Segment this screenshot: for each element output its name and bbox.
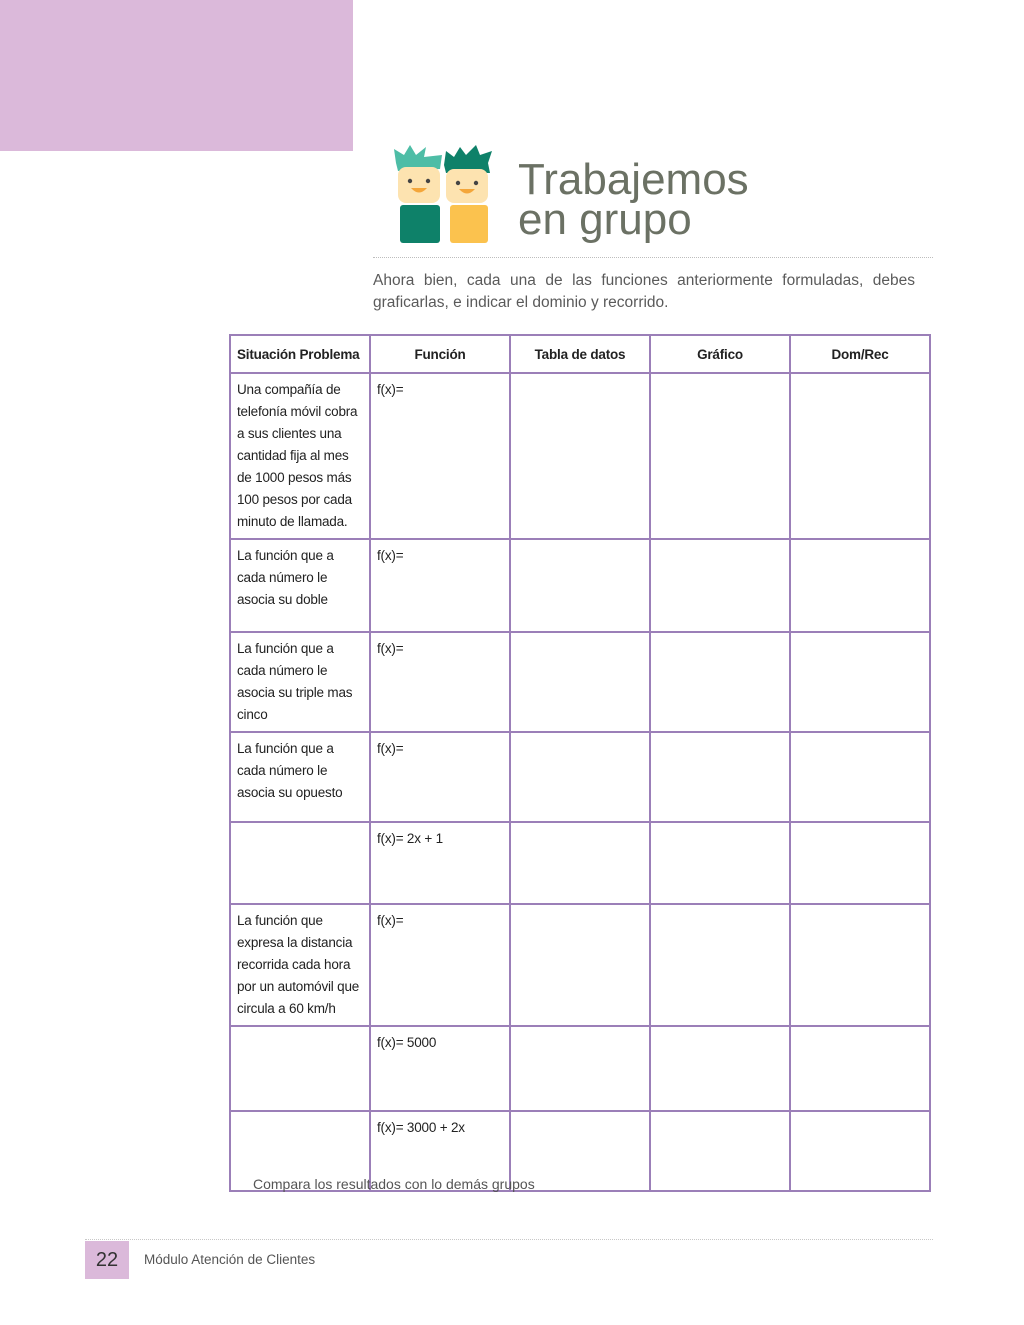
domrec-cell [790,1026,930,1111]
intro-paragraph: Ahora bien, cada una de las funciones anteriormente formuladas, debes graficarlas, e indicar el dominio y recorrido. [373,272,915,311]
funcion-cell: f(x)= 5000 [370,1026,510,1111]
tabla-cell [510,1026,650,1111]
table-row [230,373,930,539]
funcion-cell: f(x)= [370,539,510,632]
table-row [230,539,930,632]
title-line-2: en grupo [518,195,692,244]
table-row [230,1026,930,1111]
domrec-cell [790,632,930,732]
title-line-1: Trabajemos [518,155,749,204]
table-row [230,632,930,732]
grafico-cell [650,732,790,822]
domrec-cell [790,732,930,822]
header-funcion: Función [370,335,510,373]
divider [373,257,933,258]
closing-note: Compara los resultados con lo demás grupos [253,1176,535,1192]
domrec-cell [790,822,930,904]
tabla-cell [510,539,650,632]
funcion-cell: f(x)= 2x + 1 [370,822,510,904]
module-name: Módulo Atención de Clientes [144,1252,316,1267]
situacion-cell: Una compañía de telefonía móvil cobra a sus clientes una cantidad fija al mes de 1000 pesos más 100 pesos por cada minuto de llamada. [230,373,370,539]
domrec-cell [790,373,930,539]
section-title [518,155,749,244]
situacion-cell: La función que a cada número le asocia su opuesto [230,732,370,822]
corner-decoration [0,0,353,151]
table-header-row [230,335,930,373]
grafico-cell [650,1026,790,1111]
tabla-cell [510,373,650,539]
situacion-cell: La función que expresa la distancia recorrida cada hora por un automóvil que circula a 60 km/h [230,904,370,1026]
funcion-cell: f(x)= 3000 + 2x [370,1111,510,1191]
header-grafico: Gráfico [650,335,790,373]
funcion-cell: f(x)= [370,373,510,539]
situacion-cell: La función que a cada número le asocia su doble [230,539,370,632]
grafico-cell [650,822,790,904]
two-kids-icon [388,143,498,247]
table-row [230,822,930,904]
grafico-cell [650,373,790,539]
grafico-cell [650,1111,790,1191]
situacion-cell [230,1026,370,1111]
grafico-cell [650,632,790,732]
domrec-cell [790,904,930,1026]
funcion-cell: f(x)= [370,632,510,732]
footer-divider [85,1239,933,1240]
tabla-cell [510,904,650,1026]
header-domrec: Dom/Rec [790,335,930,373]
funcion-cell: f(x)= [370,732,510,822]
table-row [230,732,930,822]
functions-table [229,334,931,1192]
page-number: 22 [85,1241,129,1279]
domrec-cell [790,1111,930,1191]
funcion-cell: f(x)= [370,904,510,1026]
header-tabla: Tabla de datos [510,335,650,373]
table-row [230,904,930,1026]
situacion-cell: La función que a cada número le asocia su triple mas cinco [230,632,370,732]
grafico-cell [650,904,790,1026]
header-situacion: Situación Problema [230,335,370,373]
domrec-cell [790,539,930,632]
tabla-cell [510,822,650,904]
situacion-cell [230,822,370,904]
tabla-cell [510,632,650,732]
tabla-cell [510,732,650,822]
grafico-cell [650,539,790,632]
